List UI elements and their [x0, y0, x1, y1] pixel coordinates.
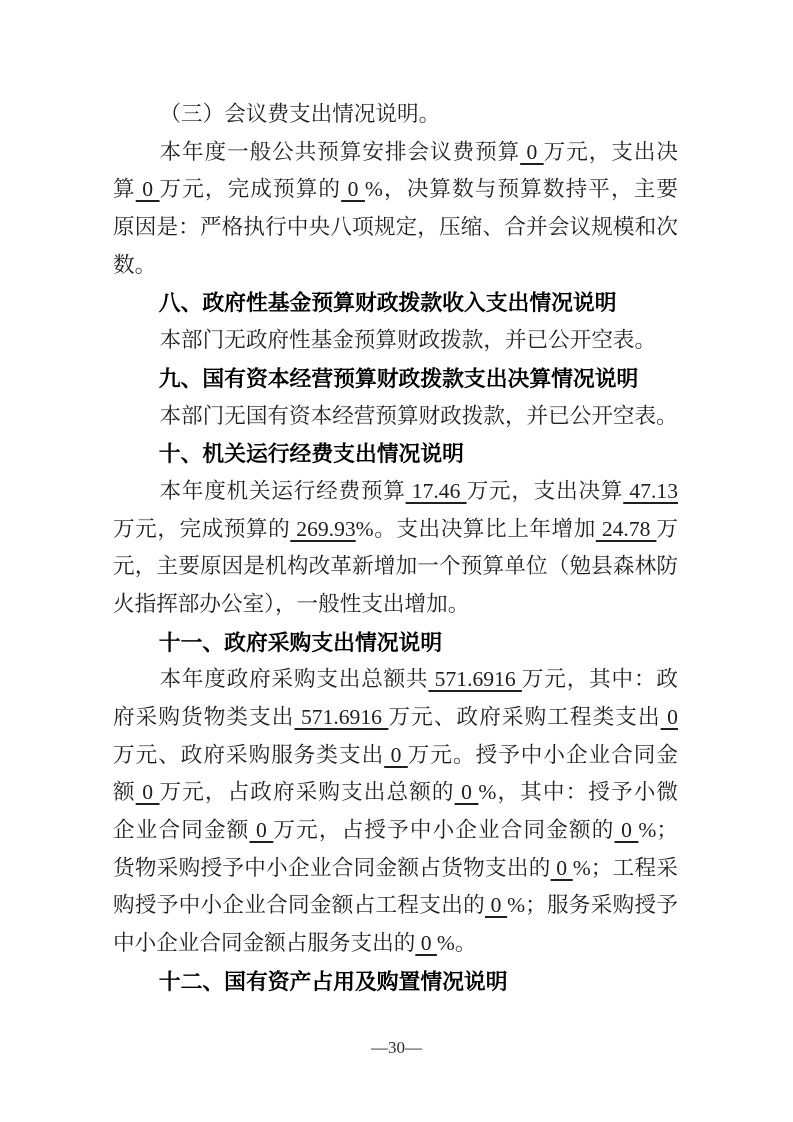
text-run: 万元。授予中小企业合同金 — [407, 742, 678, 767]
underlined-value: 0 — [384, 742, 408, 767]
paragraph-line — [113, 134, 678, 172]
paragraph-line — [113, 887, 678, 925]
underlined-value: 0 — [135, 177, 160, 202]
underlined-value: 0 — [614, 818, 639, 843]
paragraph-line — [113, 548, 678, 586]
text-run: 中小企业合同金额占服务支出的 — [113, 931, 416, 956]
text-run: 额 — [113, 780, 136, 805]
underlined-value: 0 — [135, 780, 160, 805]
paragraph-line — [113, 737, 678, 775]
paragraph-line — [113, 812, 678, 850]
paragraph-line — [113, 850, 678, 888]
text-run: 算 — [113, 177, 136, 202]
section-heading — [113, 360, 678, 398]
text-run: 万元，其中：政 — [521, 667, 678, 692]
paragraph-line — [113, 171, 678, 209]
section-heading — [113, 624, 678, 662]
paragraph-line — [113, 96, 678, 134]
text-run: 万元，完成预算的 — [159, 177, 342, 202]
text-run: 万元、政府采购服务类支出 — [113, 742, 385, 767]
section-heading — [113, 284, 678, 322]
paragraph-line — [113, 322, 678, 360]
text-run: 本年度政府采购支出总额共 — [159, 667, 429, 692]
underlined-value: 24.78 — [595, 516, 657, 541]
underlined-value: 0 — [341, 177, 365, 202]
text-run: 万元，支出决 — [543, 139, 678, 164]
underlined-value: 0 — [550, 855, 573, 880]
text-run: 万 — [656, 516, 678, 541]
paragraph-line — [113, 247, 678, 285]
text-run: 万元、政府采购工程类支出 — [388, 705, 661, 729]
text-run: 万元，支出决算 — [466, 478, 624, 503]
text-run: 九、国有资本经营预算财政拨款支出决算情况说明 — [158, 365, 639, 391]
underlined-value: 571.6916 — [428, 667, 522, 692]
text-run: %，决算数与预算数持平，主要 — [364, 177, 678, 202]
section-heading — [113, 963, 678, 1001]
underlined-value: 0 — [660, 705, 678, 729]
paragraph-line — [113, 586, 678, 624]
text-run: 元，主要原因是机构改革新增加一个预算单位（勉县森林防 — [113, 554, 678, 579]
text-run: 火指挥部办公室），一般性支出增加。 — [113, 591, 470, 616]
paragraph-line — [113, 774, 678, 812]
underlined-value: 0 — [520, 139, 544, 164]
text-run: %；工程采 — [572, 855, 678, 880]
underlined-value: 571.6916 — [294, 705, 389, 729]
paragraph-line — [113, 661, 678, 699]
text-run: 万元，占授予中小企业合同金额的 — [273, 818, 615, 843]
text-run: 本部门无国有资本经营预算财政拨款，并已公开空表。 — [159, 403, 678, 428]
text-run: 十二、国有资产占用及购置情况说明 — [158, 968, 508, 994]
text-run: %，其中：授予小微 — [478, 780, 678, 805]
paragraph-line — [113, 209, 678, 247]
text-run: 万元，完成预算的 — [113, 516, 291, 541]
text-run: 八、政府性基金预算财政拨款收入支出情况说明 — [158, 290, 617, 316]
underlined-value: 17.46 — [405, 478, 467, 503]
text-run: 货物采购授予中小企业合同金额占货物支出的 — [113, 855, 551, 880]
text-run: 万元，占政府采购支出总额的 — [159, 780, 455, 805]
text-run: 十、机关运行经费支出情况说明 — [158, 441, 464, 467]
text-run: %； — [638, 818, 679, 843]
underlined-value: 0 — [249, 818, 274, 843]
text-run: 府采购货物类支出 — [113, 705, 295, 729]
text-run: 十一、政府采购支出情况说明 — [158, 629, 443, 655]
paragraph-line — [113, 699, 678, 737]
paragraph-line — [113, 511, 678, 549]
underlined-value: 0 — [454, 780, 479, 805]
text-run: %。支出决算比上年增加 — [355, 516, 596, 541]
underlined-value: 47.13 — [623, 478, 678, 503]
text-run: 原因是：严格执行中央八项规定，压缩、合并会议规模和次 — [113, 215, 678, 240]
text-run: 企业合同金额 — [113, 818, 250, 843]
text-run: 购授予中小企业合同金额占工程支出的 — [113, 893, 485, 918]
section-heading — [113, 435, 678, 473]
text-run: 数。 — [113, 252, 157, 277]
text-run: %；服务采购授予 — [507, 893, 678, 918]
underlined-value: 269.93 — [290, 516, 356, 541]
paragraph-line — [113, 473, 678, 511]
paragraph-line — [113, 398, 678, 436]
text-run: %。 — [436, 931, 477, 956]
underlined-value: 0 — [415, 931, 437, 956]
paragraph-line — [113, 925, 678, 963]
document-body — [113, 96, 678, 1001]
text-run: 本部门无政府性基金预算财政拨款，并已公开空表。 — [159, 328, 657, 353]
page-number: —30— — [371, 1038, 422, 1057]
text-run: （三）会议费支出情况说明。 — [159, 102, 441, 126]
underlined-value: 0 — [484, 893, 508, 918]
text-run: 本年度一般公共预算安排会议费预算 — [159, 139, 521, 164]
text-run: 本年度机关运行经费预算 — [159, 478, 406, 503]
